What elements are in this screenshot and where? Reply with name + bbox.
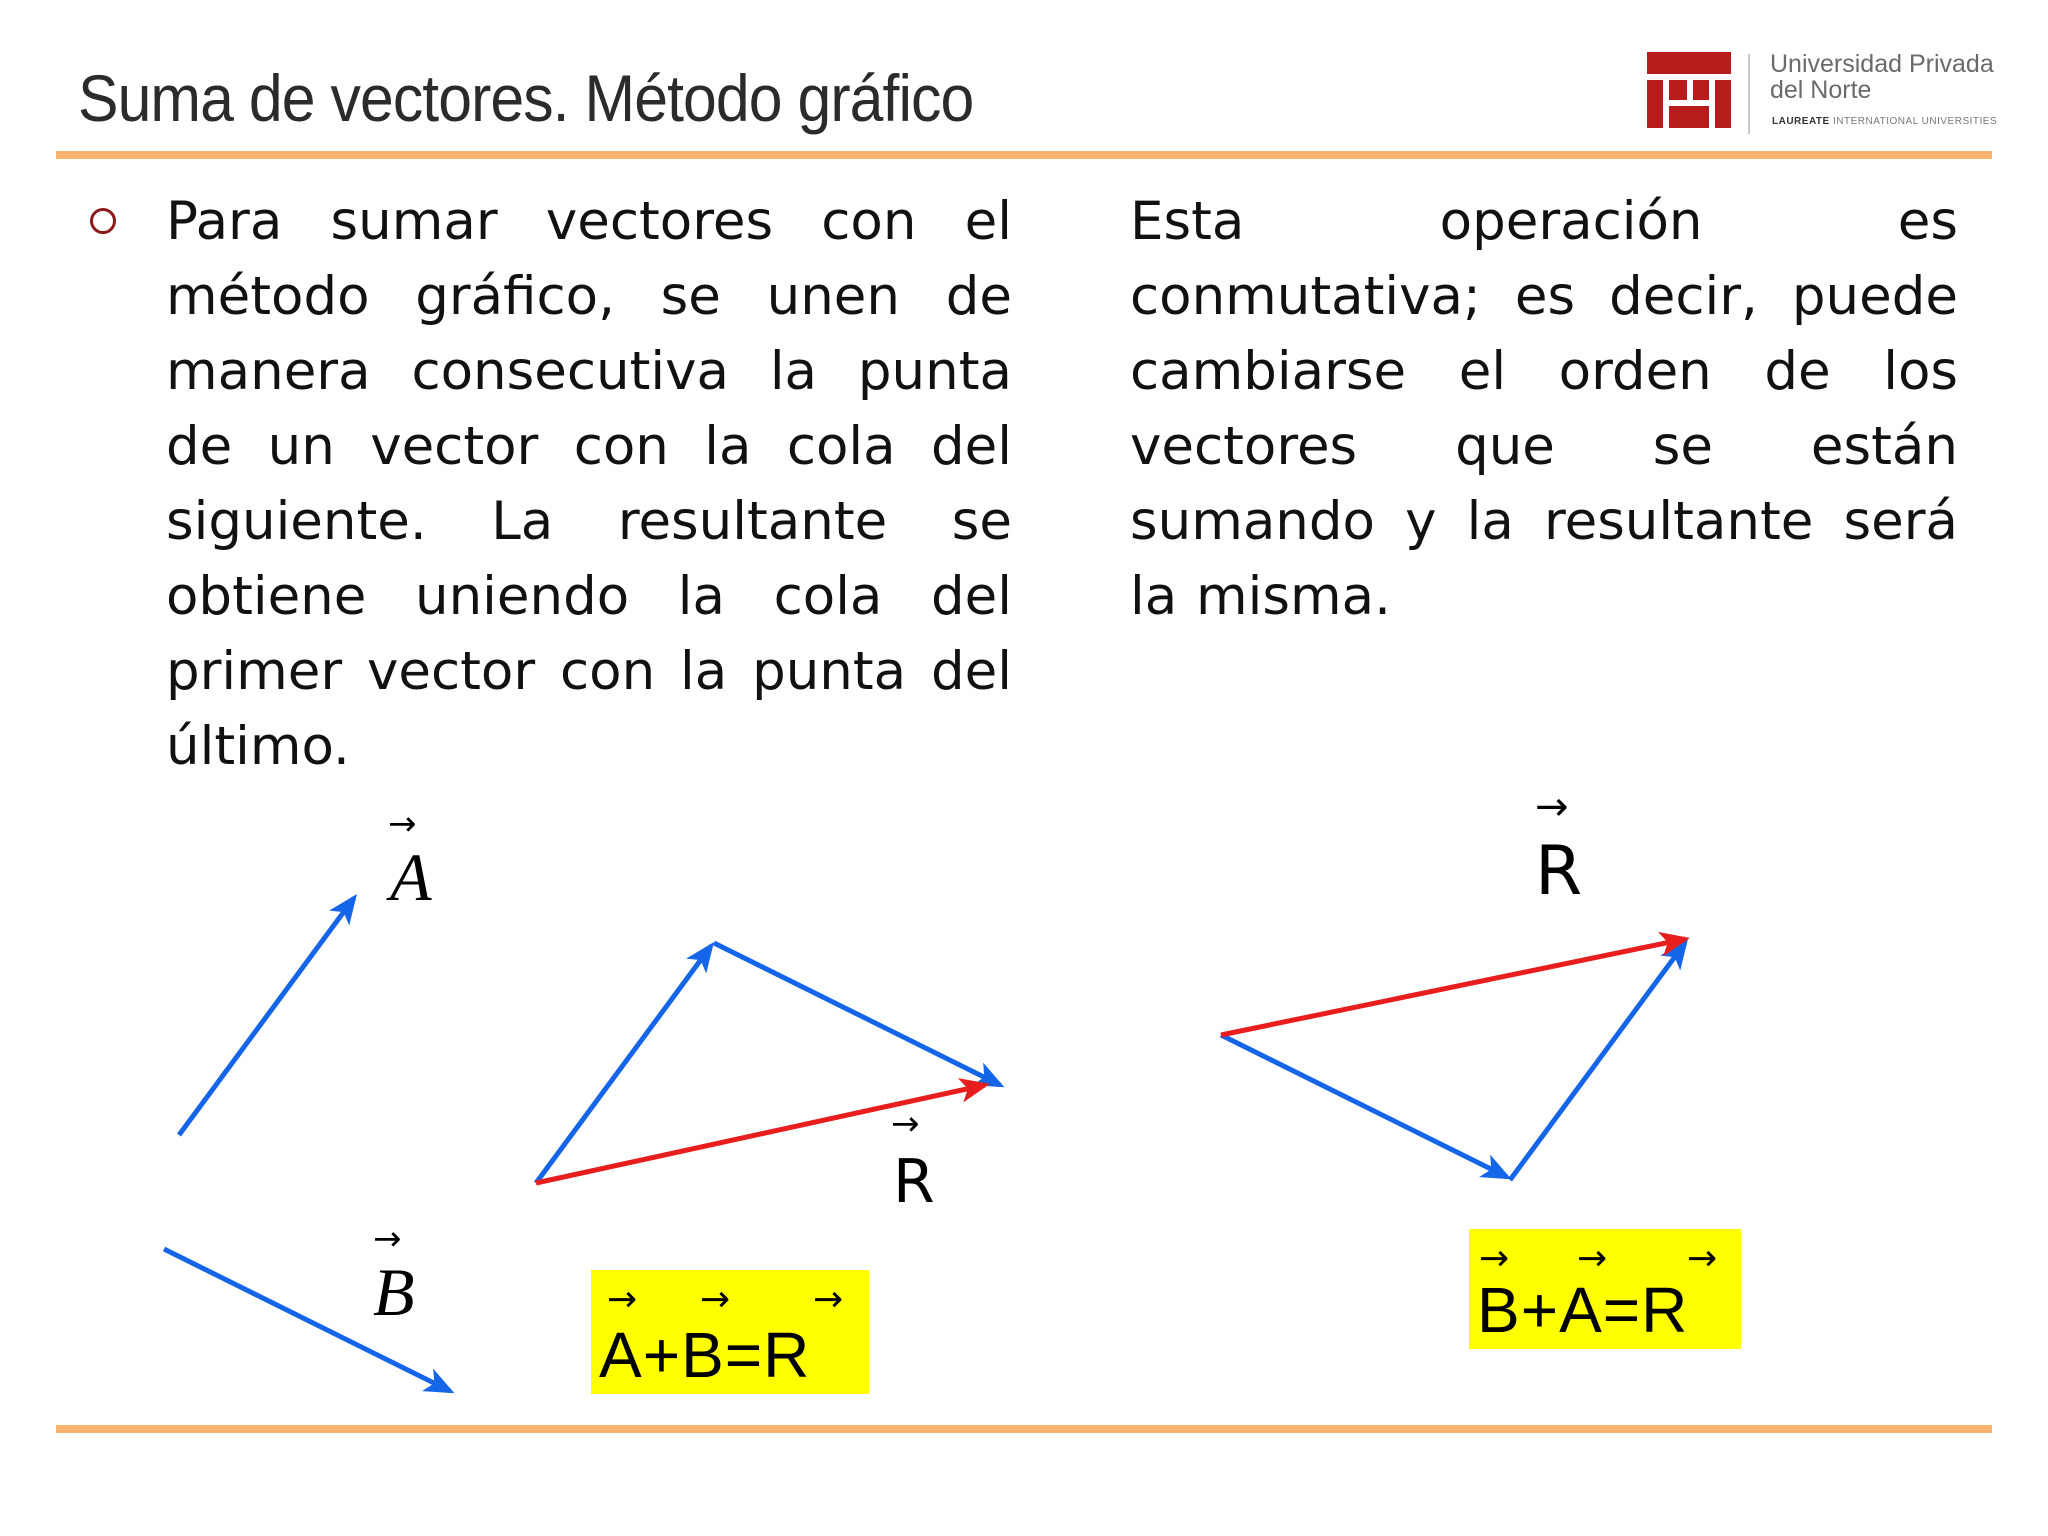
label-r-middle: R xyxy=(893,1147,935,1217)
label-a-arrow: → xyxy=(388,804,417,844)
vector-a-right xyxy=(1510,943,1685,1180)
formula-1-vector-arrows xyxy=(591,1270,869,1320)
vector-a-middle xyxy=(536,946,711,1183)
formula-b-plus-a xyxy=(1469,1229,1741,1349)
logo-line-2: del Norte xyxy=(1770,76,1872,104)
right-paragraph: Esta operación es conmutativa; es decir, puede cambiarse el orden de los vectores que se están sumando y la resultante será la misma. xyxy=(1130,191,1958,627)
vector-b-middle xyxy=(714,943,1000,1085)
logo-line-3: LAUREATE INTERNATIONAL UNIVERSITIES xyxy=(1772,116,1998,127)
logo-line-1: Universidad Privada xyxy=(1770,50,1994,78)
label-r-right-arrow: → xyxy=(1535,784,1569,830)
formula-2-arrow-r: → xyxy=(1687,1238,1718,1279)
formula-2-arrow-a: → xyxy=(1577,1238,1608,1279)
slide-title: Suma de vectores. Método gráfico xyxy=(78,61,974,135)
formula-1-arrow-b: → xyxy=(700,1279,731,1320)
formula-1-arrow-a: → xyxy=(607,1279,638,1320)
label-r-middle-arrow: → xyxy=(891,1104,920,1144)
label-r-right: R xyxy=(1535,832,1583,911)
formula-a-plus-b xyxy=(591,1270,869,1394)
label-b: B xyxy=(373,1254,415,1330)
label-b-arrow: → xyxy=(373,1219,402,1259)
formula-1-arrow-r: → xyxy=(813,1279,844,1320)
formula-1-text: A+B=R xyxy=(599,1319,811,1391)
resultant-right xyxy=(1221,939,1685,1035)
left-paragraph: Para sumar vectores con el método gráfico, se unen de manera consecutiva la punta de un vector con la cola del siguiente. La resultante se obtiene uniendo la cola del primer vector con la punta del último. xyxy=(166,191,1012,777)
formula-2-text: B+A=R xyxy=(1477,1274,1689,1346)
bottom-divider xyxy=(56,1425,1992,1433)
vector-a-standalone xyxy=(179,898,354,1135)
formula-2-vector-arrows xyxy=(1469,1229,1741,1279)
formula-2-arrow-b: → xyxy=(1479,1238,1510,1279)
vector-b-right xyxy=(1221,1035,1507,1177)
label-a: A xyxy=(390,839,432,915)
